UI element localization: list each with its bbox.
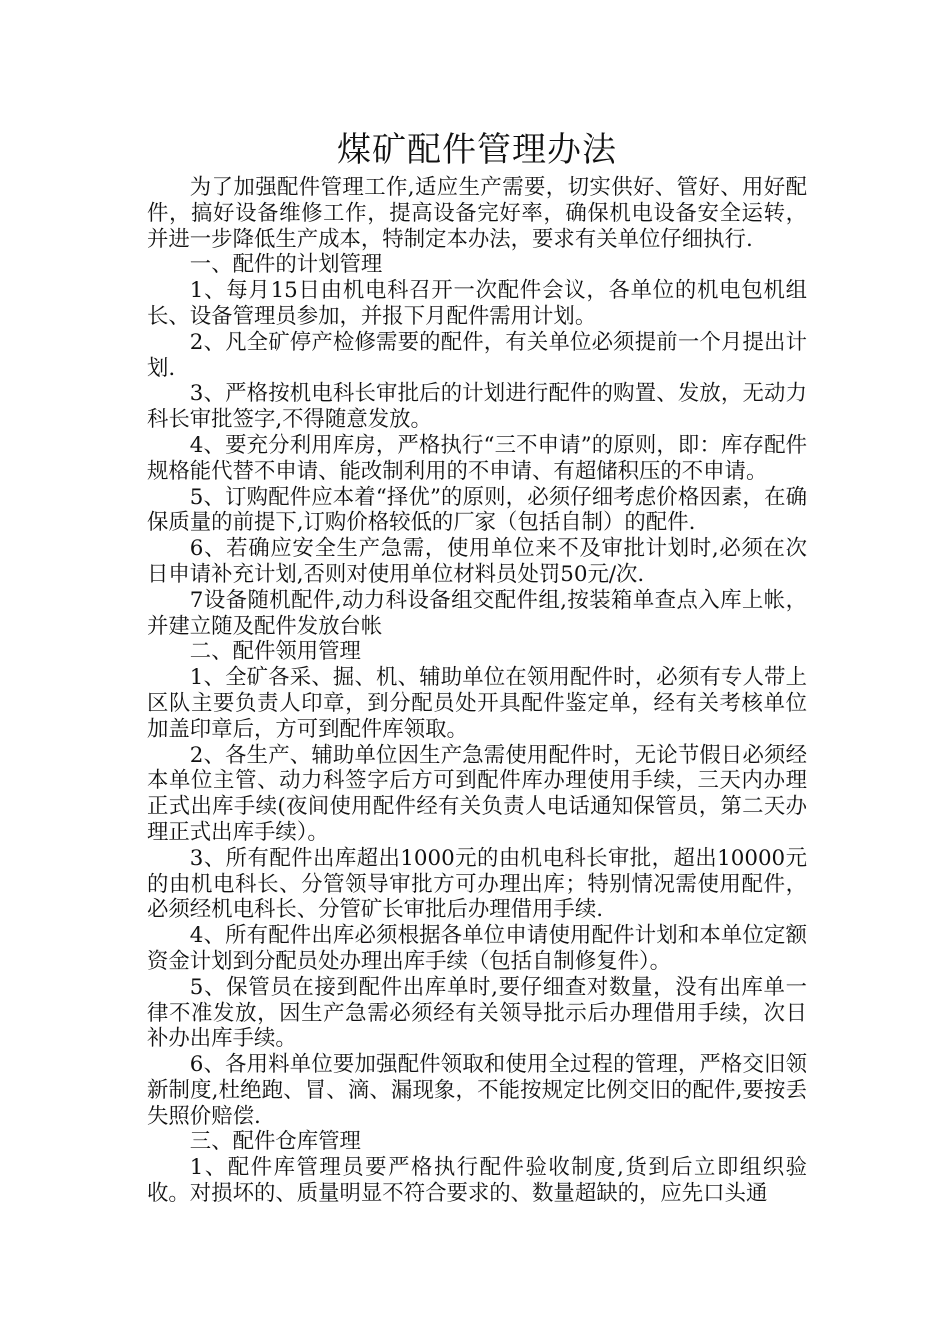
- paragraph: 1、配件库管理员要严格执行配件验收制度,货到后立即组织验收。对损坏的、质量明显不符合要求的、数量超缺的，应先口头通: [147, 1155, 807, 1207]
- paragraph-intro: 为了加强配件管理工作,适应生产需要，切实供好、管好、用好配件，搞好设备维修工作，提高设备完好率，确保机电设备安全运转，并进一步降低生产成本，特制定本办法，要求有关单位仔细执行.: [147, 175, 807, 252]
- paragraph: 2、各生产、辅助单位因生产急需使用配件时，无论节假日必须经本单位主管、动力科签字后方可到配件库办理使用手续，三天内办理正式出库手续(夜间使用配件经有关负责人电话通知保管员，第二天办理正式出库手续）。: [147, 742, 807, 845]
- section-heading-usage: 二、配件领用管理: [189, 639, 361, 665]
- paragraph: 6、各用料单位要加强配件领取和使用全过程的管理，严格交旧领新制度,杜绝跑、冒、滴、漏现象，不能按规定比例交旧的配件,要按丢失照价赔偿.: [147, 1052, 807, 1129]
- section-heading-plan: 一、配件的计划管理: [189, 252, 383, 278]
- paragraph: 6、若确应安全生产急需，使用单位来不及审批计划时,必须在次日申请补充计划,否则对使用单位材料员处罚50元/次.: [147, 536, 807, 587]
- paragraph: 2、凡全矿停产检修需要的配件，有关单位必须提前一个月提出计划.: [147, 329, 807, 381]
- paragraph: 1、每月15日由机电科召开一次配件会议，各单位的机电包机组长、设备管理员参加，并报下月配件需用计划。: [147, 278, 807, 329]
- paragraph: 5、订购配件应本着“择优”的原则，必须仔细考虑价格因素，在确保质量的前提下,订购价格较低的厂家（包括自制）的配件.: [147, 484, 807, 536]
- paragraph: 3、严格按机电科长审批后的计划进行配件的购置、发放，无动力科长审批签字,不得随意发放。: [147, 381, 807, 433]
- paragraph: 5、保管员在接到配件出库单时,要仔细查对数量，没有出库单一律不准发放，因生产急需必须经有关领导批示后办理借用手续，次日补办出库手续。: [147, 974, 807, 1052]
- paragraph: 1、全矿各采、掘、机、辅助单位在领用配件时，必须有专人带上区队主要负责人印章，到分配员处开具配件鉴定单，经有关考核单位加盖印章后，方可到配件库领取。: [147, 665, 807, 742]
- section-heading-warehouse: 三、配件仓库管理: [189, 1129, 361, 1155]
- paragraph: 4、要充分利用库房，严格执行“三不申请”的原则，即：库存配件规格能代替不申请、能改制利用的不申请、有超储积压的不申请。: [147, 432, 807, 484]
- paragraph: 3、所有配件出库超出1000元的由机电科长审批，超出10000元的由机电科长、分管领导审批方可办理出库；特别情况需使用配件，必须经机电科长、分管矿长审批后办理借用手续.: [147, 845, 807, 923]
- paragraph: 4、所有配件出库必须根据各单位申请使用配件计划和本单位定额资金计划到分配员处办理出库手续（包括自制修复件）。: [147, 923, 807, 974]
- paragraph: 7设备随机配件,动力科设备组交配件组,按装箱单查点入库上帐，并建立随及配件发放台帐: [147, 587, 807, 639]
- document-body: [147, 175, 807, 1207]
- document-title: 煤矿配件管理办法: [337, 130, 617, 170]
- document-page: [147, 125, 807, 1207]
